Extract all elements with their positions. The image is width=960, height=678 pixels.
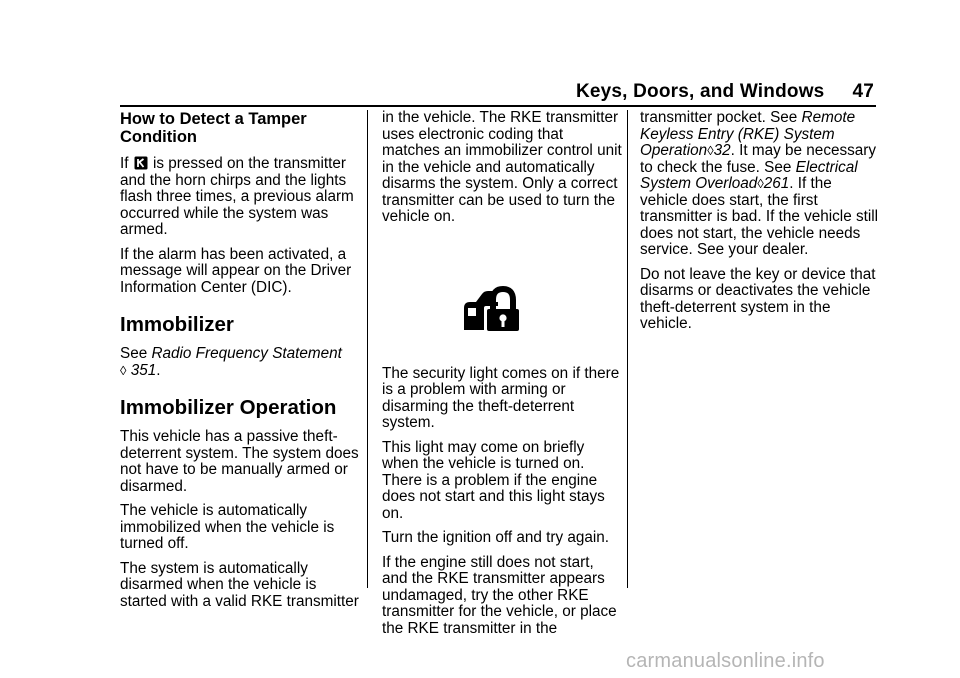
immobilizer-heading: Immobilizer [120, 313, 234, 336]
tamper-heading: How to Detect a Tamper Condition [120, 110, 307, 146]
col2-paragraph-2: The security light comes on if there is a problem with arming or disarming the theft-deterrent system. [382, 364, 620, 431]
see-pre: See [120, 345, 148, 362]
column-1 [120, 110, 360, 618]
radio-frequency-link[interactable]: Radio Frequency Statement [151, 345, 342, 362]
operation-paragraph-2: The vehicle is automatically immobilized when the vehicle is turned off. [120, 502, 335, 552]
col3-p1-c: . If the vehicle does start, the first transmitter is bad. If the vehicle still does not start, the vehicle needs service. See your dealer. [640, 175, 879, 258]
col2-paragraph-3: This light may come on briefly when the vehicle is turned on. There is a problem if the engine does not start and this light stays on. [382, 438, 605, 522]
tamper-p1-pre: If [120, 155, 129, 172]
panic-button-icon [134, 156, 148, 170]
operation-paragraph-3: The system is automatically disarmed when the vehicle is started with a valid RKE transmitter [120, 559, 359, 610]
page-header [576, 81, 874, 103]
electrical-overload-link[interactable]: Electrical System Overload [640, 158, 858, 192]
page-ref-351[interactable]: 351 [130, 361, 157, 379]
col3-p1-a: transmitter pocket. See [640, 109, 798, 126]
col3-p1-b: . It may be necessary to check the fuse. See [640, 142, 877, 176]
rke-system-link[interactable]: Remote Keyless Entry (RKE) System Operation [640, 109, 856, 159]
column-2 [382, 110, 622, 645]
section-title: Keys, Doors, and Windows [575, 81, 825, 102]
page-ref-arrow: ◊ [120, 362, 127, 378]
header-rule [120, 105, 876, 107]
page-ref-arrow: ◊ [757, 176, 764, 191]
col2-paragraph-4: Turn the ignition off and try again. [382, 529, 610, 546]
tamper-paragraph-2: If the alarm has been activated, a message will appear on the Driver Information Center (DIC). [120, 245, 352, 296]
column-divider-2 [627, 110, 628, 588]
page-ref-32[interactable]: 32 [713, 142, 731, 159]
immobilizer-operation-heading: Immobilizer Operation [120, 396, 337, 419]
col3-paragraph-2: Do not leave the key or device that disarms or deactivates the vehicle theft-deterrent system in the vehicle. [640, 265, 876, 332]
col3-paragraph-1 [640, 110, 880, 259]
see-reference: See Radio Frequency Statement ◊ 351. [120, 345, 342, 379]
column-divider-1 [367, 110, 368, 588]
tamper-p1-post: is pressed on the transmitter and the horn chirps and the lights flash three times, a previous alarm occurred while the system was armed. [120, 155, 354, 238]
operation-paragraph-1: This vehicle has a passive theft-deterrent system. The system does not have to be manually armed or disarmed. [120, 428, 359, 495]
security-light-icon [460, 282, 528, 334]
column-3 [640, 110, 880, 341]
col2-paragraph-1: in the vehicle. The RKE transmitter uses electronic coding that matches an immobilizer control unit in the vehicle and automatically disarms the system. Only a correct transmitter can be used to turn the vehicle on. [382, 109, 622, 225]
tamper-paragraph-1 [120, 156, 360, 239]
page-ref-261[interactable]: 261 [763, 175, 790, 192]
col2-paragraph-5: If the engine still does not start, and the RKE transmitter appears undamaged, try the other RKE transmitter for the vehicle, or place the RKE transmitter in the [382, 553, 617, 637]
page-number: 47 [852, 81, 874, 102]
watermark: carmanualsonline.info [626, 650, 825, 672]
page-ref-arrow: ◊ [707, 143, 714, 158]
